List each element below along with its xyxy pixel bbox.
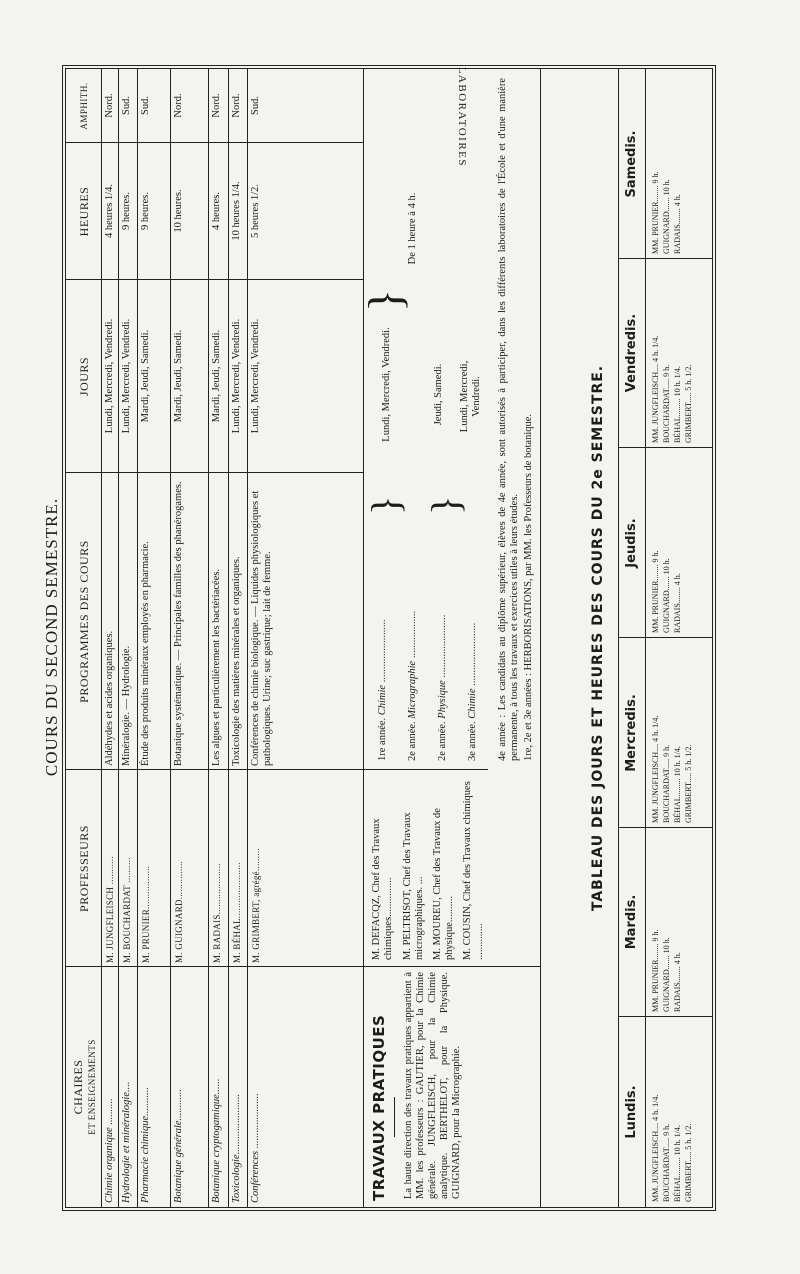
day-entry: MM. PRUNIER........ 9 h.	[651, 171, 660, 254]
day-entry: RADAIS........ 4 h.	[673, 952, 682, 1012]
tp-heures: De 1 heure à 4 h.	[407, 192, 418, 265]
day-entry: MM. PRUNIER........ 9 h.	[651, 550, 660, 633]
tp-chef-1: M. DEFACQZ, Chef des Travaux chimiques...............	[371, 818, 394, 960]
brace-1: }	[363, 495, 408, 515]
tp-jours-2: Jeudi, Samedi.	[433, 363, 444, 426]
row-4-heures: 10 heures.	[173, 189, 184, 233]
header-heures: HEURES	[77, 186, 91, 237]
row-6-programme: Toxicologie des matières minérales et organiques.	[231, 556, 242, 766]
row-2-heures: 9 heures.	[121, 192, 132, 230]
day-entry: BÉHAL......... 10 h. 1/4.	[673, 746, 682, 823]
header-amphi: AMPHITH.	[79, 82, 89, 130]
row-3-heures: 9 heures.	[140, 192, 151, 230]
row-1-amphi: Nord.	[104, 93, 115, 118]
day-entry: GRIMBERT..... 5 h. 1/2.	[684, 1123, 693, 1202]
day-name: Mercredis.	[624, 694, 639, 772]
row-6-heures: 10 heures 1/4.	[231, 181, 242, 241]
tp-annee-3: 2e année. Physique ........................	[437, 614, 448, 761]
row-3-amphi: Sud.	[140, 96, 151, 115]
day-entry: GUIGNARD....... 10 h.	[662, 937, 671, 1012]
row-7-heures: 5 heures 1/2.	[250, 184, 261, 238]
day-entry: GUIGNARD....... 10 h.	[662, 558, 671, 633]
row-5-heures: 4 heures.	[211, 192, 222, 230]
day-entry: GRIMBERT..... 5 h. 1/2.	[684, 744, 693, 823]
row-5-amphi: Nord.	[211, 93, 222, 118]
row-1-programme: Aldéhydes et acides organiques.	[104, 630, 115, 766]
row-5-prof: M. RADAIS....................	[212, 863, 222, 963]
day-name: Mardis.	[624, 894, 639, 950]
row-2-chaire: Hydrologie et minéralogie....	[121, 1081, 132, 1203]
row-3-jours: Mardi, Jeudi, Samedi.	[140, 329, 151, 423]
day-name: Samedis.	[624, 130, 639, 198]
row-1-chaire: Chimie organique ..........	[104, 1098, 115, 1203]
day-entry: MM. JUNGFLEISCH.... 4 h. 1/4.	[651, 1094, 660, 1202]
row-6-prof: M. BÉHAL......................	[232, 862, 242, 963]
header-jours: JOURS	[77, 356, 91, 397]
day-entry: BÉHAL......... 10 h. 1/4.	[673, 1125, 682, 1202]
brace-2: }	[423, 495, 468, 515]
row-7-programme: Conférences de chimie biologique. — Liquides physiologiques et pathologiques. Urine; suc gastrique; lait de femme.	[250, 490, 273, 766]
tp-jours-3: Lundi, Mercredi, Vendredi.	[459, 360, 482, 433]
day-entry: GUIGNARD....... 10 h.	[662, 179, 671, 254]
tp-annee-2: 2e année. Micrographie ..................	[407, 610, 418, 761]
row-6-chaire: Toxicologie.......................	[231, 1094, 242, 1203]
page-title: COURS DU SECOND SEMESTRE.	[42, 497, 61, 777]
day-entry: BÉHAL......... 10 h. 1/4.	[673, 366, 682, 443]
day-entry: GRIMBERT..... 5 h. 1/2.	[684, 364, 693, 443]
row-5-chaire: Botanique cryptogamique......	[211, 1078, 222, 1203]
row-3-programme: Étude des produits minéraux employés en pharmacie.	[140, 541, 151, 766]
brace-3: }	[359, 288, 412, 312]
row-2-jours: Lundi, Mercredi, Vendredi.	[121, 318, 132, 434]
row-4-amphi: Nord.	[173, 93, 184, 118]
row-5-programme: Les algues et particulièrement les bactériacées.	[211, 568, 222, 766]
day-entry: MM. JUNGFLEISCH.... 4 h. 1/4.	[651, 335, 660, 443]
header-professeurs: PROFESSEURS	[77, 825, 91, 912]
row-2-amphi: Sud.	[121, 96, 132, 115]
day-name: Lundis.	[624, 1085, 639, 1139]
tp-direction: La haute direction des travaux pratiques appartient à MM. les professeurs : GAUTIER, pour la Chimie générale. JUNGFLEISCH, pour la Chimie analytique. BERTHELOT, pour la Physique. GUIGNARD, pour la Micrographie.	[403, 972, 462, 1199]
row-4-programme: Botanique systématique. — Principales familles des phanérogames.	[173, 481, 184, 766]
row-7-prof: M. GRIMBERT, agrégé.........	[251, 848, 261, 963]
tp-chef-4: M. COUSIN, Chef des Travaux chimiques ..............	[462, 781, 485, 960]
day-entry: RADAIS........ 4 h.	[673, 573, 682, 633]
day-entry: MM. PRUNIER........ 9 h.	[651, 929, 660, 1012]
row-1-prof: M. JUNGFLEISCH ...........	[105, 856, 115, 963]
row-1-jours: Lundi, Mercredi, Vendredi.	[104, 318, 115, 434]
day-entry: BOUCHARDAT..... 9 h.	[662, 1123, 671, 1202]
tp-annee-4: 3e année. Chimie ........................	[467, 622, 478, 761]
tp-chef-3: M. MOUREU, Chef des Travaux de physique..........	[432, 808, 455, 960]
day-entry: RADAIS........ 4 h.	[673, 194, 682, 254]
header-chaires: CHAIRES ET ENSEIGNEMENTS	[71, 1039, 98, 1135]
row-2-prof: M. BOUCHARDAT ..........	[122, 857, 132, 963]
tp-chef-2: M. PELTRISOT, Chef des Travaux micrographiques. ...	[402, 812, 425, 960]
tp-note-1: 4e année : Les candidats au diplôme supérieur, élèves de 4e année, sont autorisés à participer, dans les différents laboratoires de l'École et d'une manière permanente, à tous les travaux et exercices utiles à leurs études.	[497, 78, 520, 761]
row-6-jours: Lundi, Mercredi, Vendredi.	[231, 318, 242, 434]
header-programmes: PROGRAMMES DES COURS	[77, 540, 91, 703]
tp-annee-1: 1re année. Chimie ........................	[377, 619, 388, 761]
tp-title: TRAVAUX PRATIQUES	[370, 1014, 388, 1201]
schedule-table	[62, 65, 716, 1211]
day-entry: BOUCHARDAT..... 9 h.	[662, 364, 671, 443]
tableau-title: TABLEAU DES JOURS ET HEURES DES COURS DU 2e SEMESTRE.	[590, 364, 606, 912]
laboratoires-label: LABORATOIRES	[456, 66, 468, 167]
tp-jours-1: Lundi, Mercredi, Vendredi.	[381, 327, 392, 442]
row-2-programme: Minéralogie. — Hydrologie.	[121, 645, 132, 766]
row-1-heures: 4 heures 1/4.	[104, 184, 115, 238]
day-entry: MM. JUNGFLEISCH.... 4 h. 1/4.	[651, 715, 660, 823]
row-6-amphi: Nord.	[231, 93, 242, 118]
row-3-prof: M. PRUNIER.................	[141, 865, 151, 963]
row-5-jours: Mardi, Jeudi, Samedi.	[211, 329, 222, 423]
row-7-chaire: Conférences .....................	[250, 1093, 261, 1203]
day-entry: BOUCHARDAT..... 9 h.	[662, 744, 671, 823]
row-7-jours: Lundi, Mercredi, Vendredi.	[250, 318, 261, 434]
row-3-chaire: Pharmacie chimique...........	[140, 1086, 151, 1203]
day-name: Jeudis.	[624, 518, 639, 568]
row-4-jours: Mardi, Jeudi, Samedi.	[173, 329, 184, 423]
row-4-prof: M. GUIGNARD...............	[174, 860, 184, 963]
row-7-amphi: Sud.	[250, 96, 261, 115]
day-name: Vendredis.	[624, 313, 639, 393]
tp-note-2: 1re, 2e et 3e années : HERBORISATIONS, par MM. les Professeurs de botanique.	[523, 413, 534, 761]
row-4-chaire: Botanique générale............	[173, 1088, 184, 1203]
